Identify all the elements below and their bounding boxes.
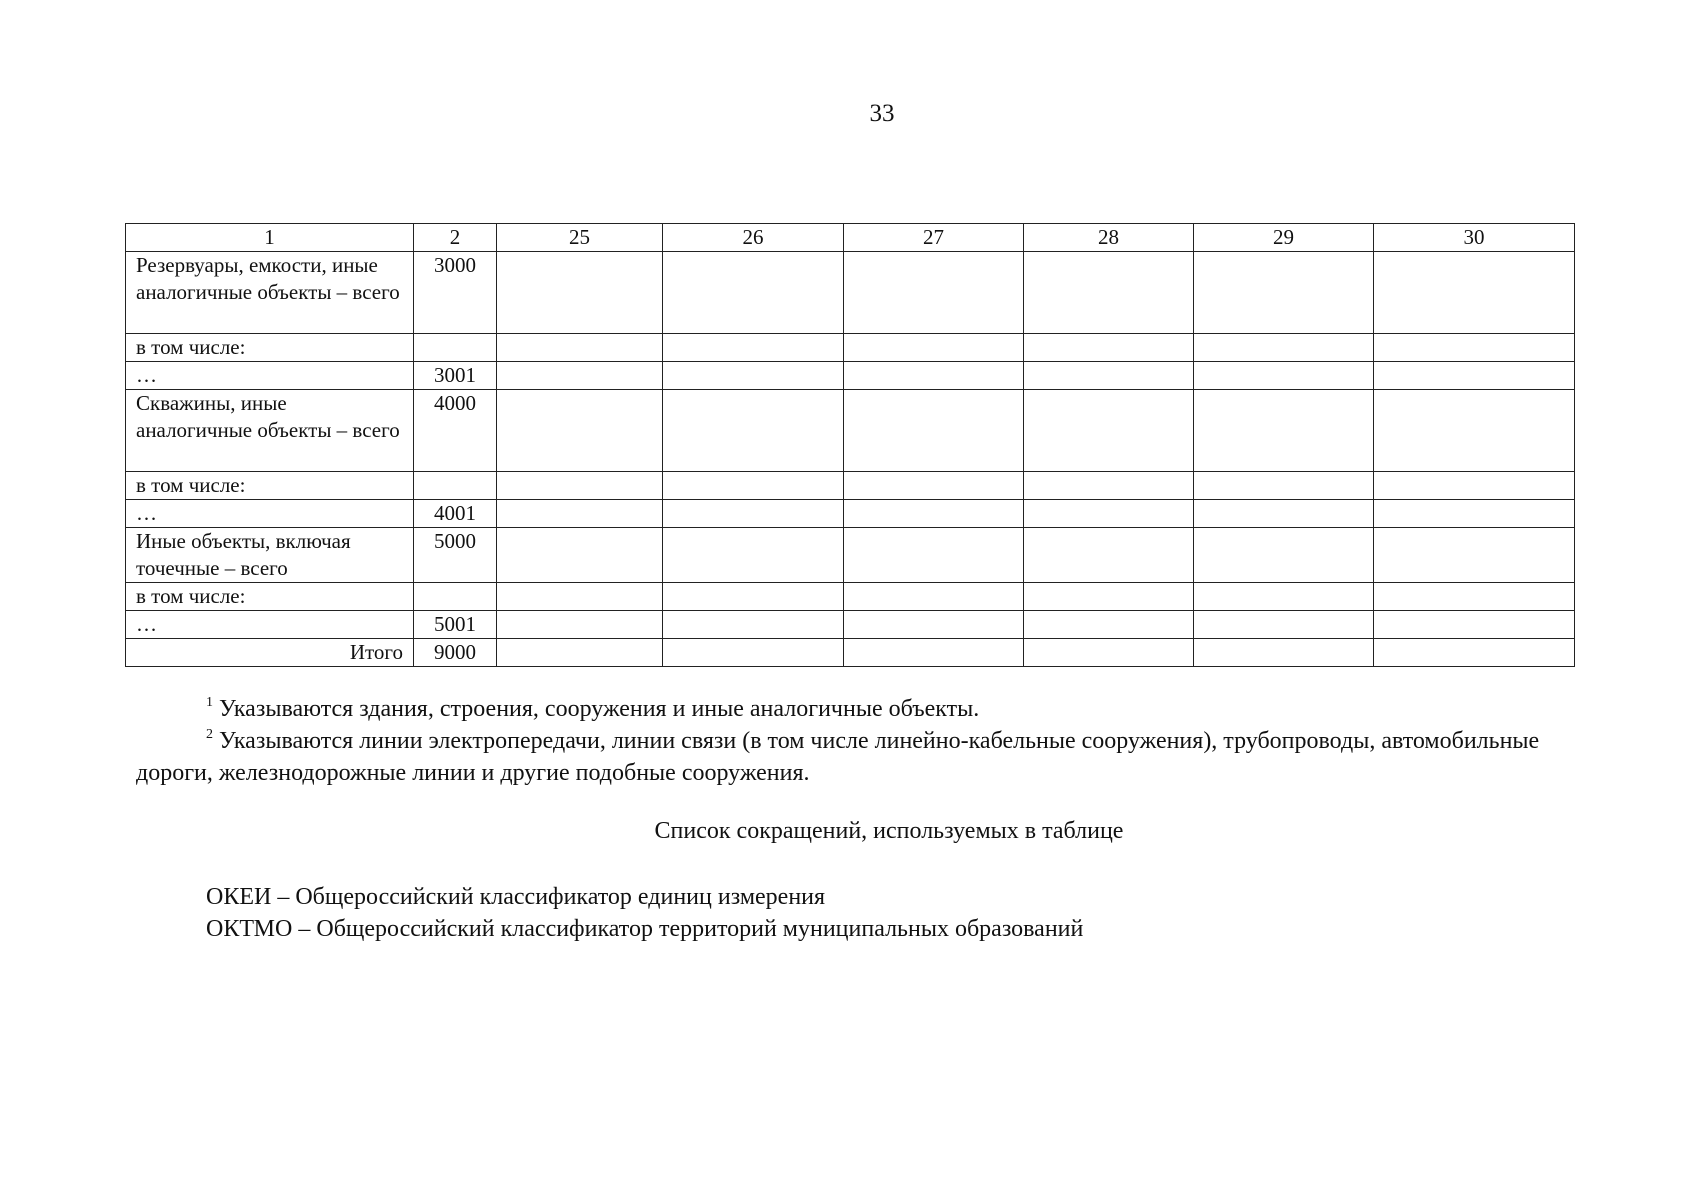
table-row [126,334,1575,362]
data-cell [663,611,844,639]
data-cell [1374,362,1575,390]
data-cell [844,252,1024,334]
data-cell [663,500,844,528]
data-cell [1194,611,1374,639]
data-cell [497,583,663,611]
data-cell [663,528,844,583]
data-cell [1024,252,1194,334]
data-cell [1024,334,1194,362]
row-name-cell: Иные объекты, включая точечные – всего [126,528,414,583]
data-cell [1194,528,1374,583]
row-name-cell: Итого [126,639,414,667]
footnote-text: Указываются здания, строения, сооружения и иные аналогичные объекты. [219,696,980,722]
data-cell [497,500,663,528]
footnote-mark: 1 [206,695,213,710]
data-cell [1194,390,1374,472]
column-header: 2 [414,224,497,252]
table-row [126,528,1575,583]
row-code-cell: 4001 [414,500,497,528]
column-header: 25 [497,224,663,252]
footnote-mark: 2 [206,727,213,742]
row-code-cell [414,334,497,362]
row-name-cell: в том числе: [126,334,414,362]
data-cell [1374,390,1575,472]
data-cell [1374,583,1575,611]
column-header: 29 [1194,224,1374,252]
data-cell [497,528,663,583]
column-header: 30 [1374,224,1575,252]
data-cell [1374,472,1575,500]
data-cell [1024,500,1194,528]
data-cell [1024,528,1194,583]
data-cell [663,639,844,667]
abbreviations-title: Список сокращений, используемых в таблице [654,818,1124,844]
column-header: 27 [844,224,1024,252]
data-cell [844,500,1024,528]
footnote [136,725,1576,789]
table-row [126,390,1575,472]
data-cell [844,390,1024,472]
abbreviations-list [206,881,1083,945]
form-table [125,223,1575,667]
table-row [126,500,1575,528]
row-code-cell: 9000 [414,639,497,667]
data-cell [497,390,663,472]
data-cell [1024,583,1194,611]
row-name-cell: в том числе: [126,472,414,500]
data-cell [844,362,1024,390]
row-name-cell: … [126,500,414,528]
data-cell [663,334,844,362]
data-cell [844,611,1024,639]
table-row [126,252,1575,334]
data-cell [844,334,1024,362]
data-cell [1374,500,1575,528]
data-cell [497,639,663,667]
data-cell [663,472,844,500]
data-cell [663,252,844,334]
data-cell [844,583,1024,611]
table-total-row [126,639,1575,667]
footnotes [136,693,1576,789]
row-name-cell: … [126,611,414,639]
data-cell [1194,583,1374,611]
data-cell [497,611,663,639]
data-cell [844,472,1024,500]
row-code-cell: 3001 [414,362,497,390]
data-cell [1194,362,1374,390]
abbreviation-item: ОКЕИ – Общероссийский классификатор единиц измерения [206,884,826,910]
data-cell [1024,639,1194,667]
table-row [126,362,1575,390]
column-header: 1 [126,224,414,252]
row-code-cell: 5000 [414,528,497,583]
data-cell [497,472,663,500]
table-row [126,611,1575,639]
data-cell [1194,252,1374,334]
row-code-cell: 4000 [414,390,497,472]
data-cell [1194,639,1374,667]
data-cell [497,334,663,362]
data-cell [1024,472,1194,500]
data-cell [1194,472,1374,500]
row-name-cell: Скважины, иные аналогичные объекты – всего [126,390,414,472]
data-cell [497,252,663,334]
data-cell [1194,334,1374,362]
data-cell [1024,390,1194,472]
table-row [126,583,1575,611]
page-number: 33 [869,100,895,127]
abbreviation-item: ОКТМО – Общероссийский классификатор территорий муниципальных образований [206,916,1084,942]
data-cell [497,362,663,390]
data-cell [1194,500,1374,528]
row-name-cell: в том числе: [126,583,414,611]
data-cell [844,639,1024,667]
row-code-cell [414,472,497,500]
data-cell [663,390,844,472]
data-cell [1374,252,1575,334]
footnote [136,693,1576,725]
data-cell [663,362,844,390]
data-cell [1024,362,1194,390]
row-name-cell: Резервуары, емкости, иные аналогичные объекты – всего [126,252,414,334]
data-cell [1024,611,1194,639]
table-row [126,472,1575,500]
data-cell [844,528,1024,583]
data-cell [663,583,844,611]
row-code-cell: 5001 [414,611,497,639]
row-name-cell: … [126,362,414,390]
row-code-cell [414,583,497,611]
footnote-text: Указываются линии электропередачи, линии связи (в том числе линейно-кабельные сооружения), трубопроводы, автомобильные дороги, железнодорожные линии и другие подобные сооружения. [136,728,1540,786]
column-header: 26 [663,224,844,252]
data-cell [1374,334,1575,362]
column-header: 28 [1024,224,1194,252]
row-code-cell: 3000 [414,252,497,334]
data-cell [1374,611,1575,639]
table-header-row [126,224,1575,252]
data-cell [1374,528,1575,583]
data-cell [1374,639,1575,667]
